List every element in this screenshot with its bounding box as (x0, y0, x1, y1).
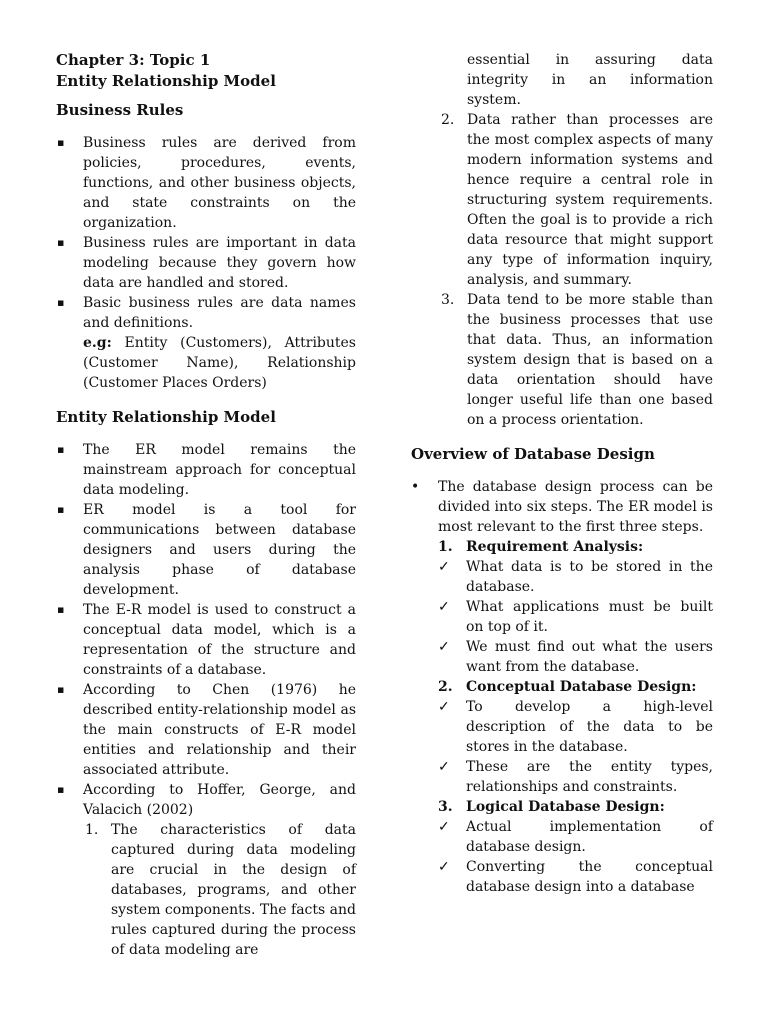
list-item: ▪ ER model is a tool for communications between database designers and users during the analysis phase of database development. (57, 502, 356, 598)
overview-list (411, 477, 713, 897)
square-bullet-icon: ▪ (57, 443, 65, 456)
er-model-list (56, 440, 356, 960)
step-checklist (438, 697, 713, 797)
square-bullet-icon: ▪ (57, 503, 65, 516)
check-item: ✓ These are the entity types, relationships and constraints. (438, 759, 713, 795)
check-mark-icon: ✓ (438, 859, 450, 875)
list-item: ▪ The ER model remains the mainstream approach for conceptual data modeling. (57, 442, 356, 498)
right-column (411, 50, 713, 897)
square-bullet-icon: ▪ (57, 683, 65, 696)
step-heading: 1. Requirement Analysis: (438, 539, 644, 555)
step-heading: 3. Logical Database Design: (438, 799, 665, 815)
check-item: ✓ Converting the conceptual database design into a database (438, 859, 713, 895)
item-number: 3. (441, 292, 455, 308)
left-column (56, 50, 356, 960)
check-mark-icon: ✓ (438, 759, 450, 775)
list-item: ▪ According to Chen (1976) he described entity-relationship model as the main constructs of E-R model entities and relationship and their associated attribute. (57, 682, 356, 778)
square-bullet-icon: ▪ (57, 236, 65, 249)
list-item: ▪ Business rules are important in data modeling because they govern how data are handled and stored. (57, 235, 356, 291)
check-mark-icon: ✓ (438, 699, 450, 715)
square-bullet-icon: ▪ (57, 603, 65, 616)
check-mark-icon: ✓ (438, 639, 450, 655)
item-number: 2. (441, 112, 455, 128)
hoffer-numbered-list (83, 820, 356, 960)
check-item: ✓ We must find out what the users want from the database. (438, 639, 713, 675)
check-mark-icon: ✓ (438, 559, 450, 575)
check-mark-icon: ✓ (438, 599, 450, 615)
square-bullet-icon: ▪ (57, 136, 65, 149)
list-item (411, 477, 713, 897)
list-item: ▪ According to Hoffer, George, and Valacich (2002) 1. The characteristics of data captured during data modeling are crucial in the design of databases, programs, and other system components. The facts and rules captured during the process of data modeling are (57, 782, 356, 958)
check-item: ✓ What applications must be built on top of it. (438, 599, 713, 635)
list-item: ▪ Basic business rules are data names and definitions. e.g: Entity (Customers), Attributes (Customer Name), Relationship (Customer Places Orders) (57, 295, 356, 391)
overview-intro: The database design process can be divided into six steps. The ER model is most relevant to the first three steps. (438, 479, 713, 535)
square-bullet-icon: ▪ (57, 783, 65, 796)
chapter-title: Chapter 3: Topic 1 (56, 51, 211, 69)
item-number: 1. (85, 822, 99, 838)
numbered-item: 2. Data rather than processes are the most complex aspects of many modern information systems and hence require a central role in structuring system requirements. Often the goal is to provide a rich data resource that might support any type of information inquiry, analysis, and summary. (441, 112, 713, 288)
check-item: ✓ What data is to be stored in the database. (438, 559, 713, 595)
check-item: ✓ Actual implementation of database design. (438, 819, 713, 855)
step-checklist (438, 817, 713, 897)
continued-text: essential in assuring data integrity in an information system. (467, 52, 713, 108)
round-bullet-icon: • (411, 479, 420, 495)
list-item: ▪ The E-R model is used to construct a conceptual data model, which is a representation of the structure and constraints of a database. (57, 602, 356, 678)
example-label: e.g: (83, 335, 112, 351)
chapter-subtitle: Entity Relationship Model (56, 72, 276, 90)
overview-heading: Overview of Database Design (411, 445, 655, 463)
square-bullet-icon: ▪ (57, 296, 65, 309)
step-heading: 2. Conceptual Database Design: (438, 679, 697, 695)
example-text: e.g: Entity (Customers), Attributes (Customer Name), Relationship (Customer Places Orders) (83, 335, 356, 391)
check-item: ✓ To develop a high-level description of the data to be stores in the database. (438, 699, 713, 755)
er-model-heading: Entity Relationship Model (56, 408, 276, 426)
continued-numbered-list (411, 110, 713, 430)
business-rules-heading: Business Rules (56, 101, 184, 119)
check-mark-icon: ✓ (438, 819, 450, 835)
business-rules-list (56, 133, 356, 393)
numbered-item: 1. The characteristics of data captured during data modeling are crucial in the design of databases, programs, and other system components. The facts and rules captured during the process of data modeling are (85, 822, 356, 958)
numbered-item: 3. Data tend to be more stable than the business processes that use that data. Thus, an information system design that is based on a data orientation should have longer useful life than one based on a process orientation. (441, 292, 713, 428)
step-checklist (438, 557, 713, 677)
list-item: ▪ Business rules are derived from policies, procedures, events, functions, and other business objects, and state constraints on the organization. (57, 135, 356, 231)
